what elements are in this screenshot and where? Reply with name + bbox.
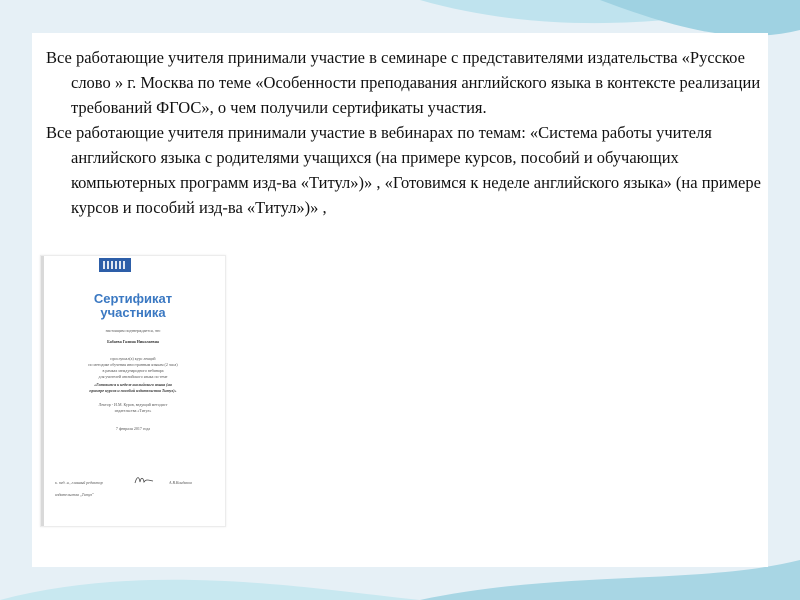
certificate-signer-org: издательства „Титул" xyxy=(55,492,94,497)
certificate-lecturer: издательства «Титул» xyxy=(114,408,152,413)
certificate-name: Бабаева Галина Николаевна xyxy=(107,339,159,344)
certificate-image xyxy=(40,255,226,527)
certificate-topic: примере курсов и пособий издательства Титул)» xyxy=(89,388,177,393)
certificate-signer-title: к. пед. н., главный редактор xyxy=(55,480,103,485)
certificate-title-line1: Сертификат xyxy=(93,291,173,306)
certificate-title xyxy=(41,292,225,320)
certificate-date: 7 февраля 2017 года xyxy=(115,426,151,431)
certificate-line: прослушал(а) курс лекций xyxy=(110,356,156,361)
certificate-line: по методике обучения иностранным языкам (2 часа) xyxy=(88,362,178,367)
paragraph-webinars: Все работающие учителя принимали участие в вебинарах по темам: «Система работы учителя английского языка с родителями учащихся (на примере курсов, пособий и обучающих компьютерных программ изд-ва «Титул»)» , «Готовимся к неделе английского языка» (на примере курсов и пособий изд-ва «Титул»)» , xyxy=(46,123,761,217)
slide-content-area xyxy=(32,33,768,567)
text-block xyxy=(46,45,766,220)
certificate-line: для учителей английского языка по теме xyxy=(98,374,168,379)
paragraph-seminar: Все работающие учителя принимали участие в семинаре с представителями издательства «Русское слово » г. Москва по теме «Особенности преподавания английского языка в контексте реализации требований ФГОС», о чем получили сертификаты участия. xyxy=(46,48,761,117)
publisher-logo-icon xyxy=(99,258,131,272)
certificate-lecturer: Лектор - И.М. Куров, ведущий методист xyxy=(98,402,168,407)
certificate-title-line2: участника xyxy=(100,305,166,320)
certificate-topic: «Готовимся к неделе английского языка (на xyxy=(94,382,172,387)
certificate-signer-name: А.В.Кондаков xyxy=(169,480,192,485)
certificate-role: настоящим подтверждается, что xyxy=(105,328,161,333)
certificate-line: в рамках международного вебинара xyxy=(102,368,164,373)
signature-icon xyxy=(133,474,155,486)
